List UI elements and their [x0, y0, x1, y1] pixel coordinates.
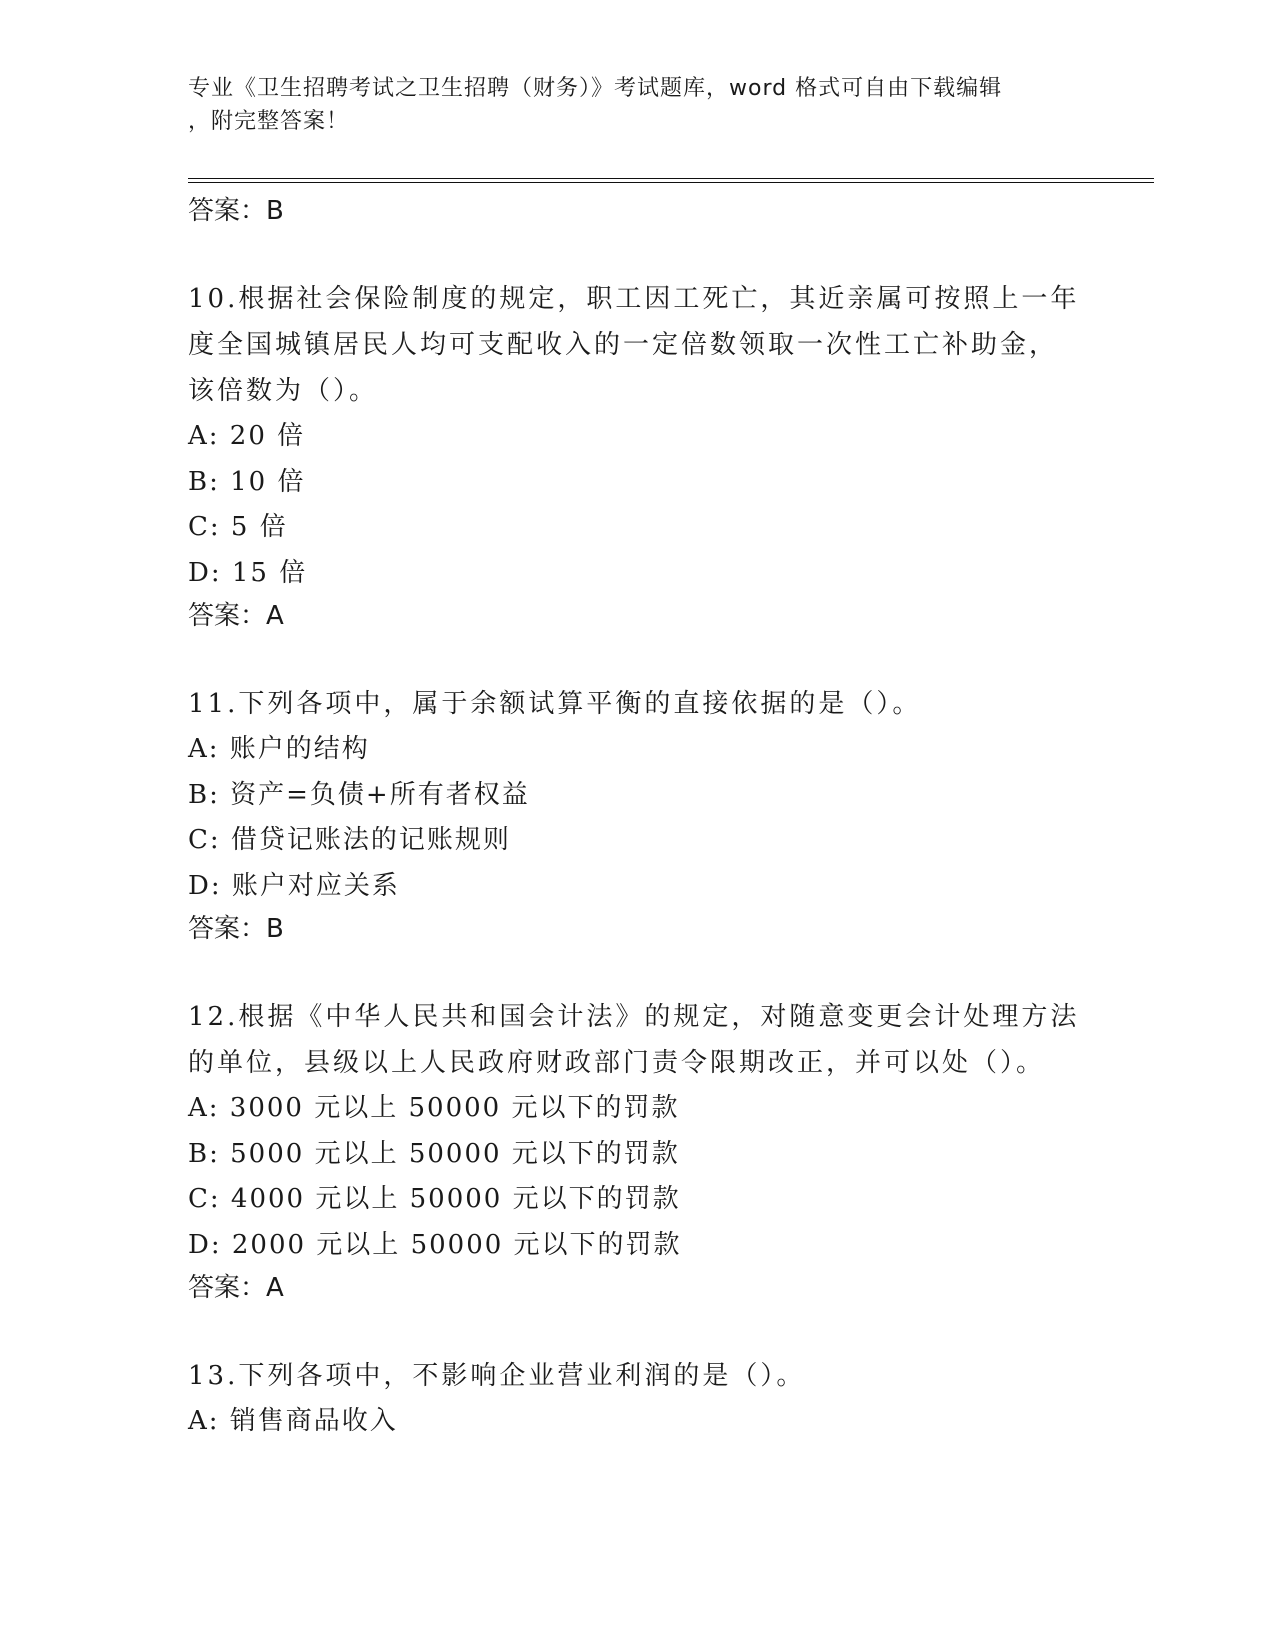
question-11: [188, 681, 1108, 949]
option-a: A: 销售商品收入: [188, 1406, 398, 1436]
header-rule-bottom: [188, 182, 1154, 183]
option-b: B: 10 倍: [188, 466, 306, 497]
answer-line: 答案：A: [188, 601, 284, 631]
question-12: [188, 994, 1108, 1308]
option-d: D: 15 倍: [188, 557, 308, 588]
option-b: B: 5000 元以上 50000 元以下的罚款: [188, 1138, 680, 1169]
answer-line: 答案：A: [188, 1273, 284, 1303]
option-c: C: 借贷记账法的记账规则: [188, 825, 511, 855]
option-a: A: 3000 元以上 50000 元以下的罚款: [188, 1093, 680, 1123]
option-a: A: 20 倍: [188, 421, 306, 451]
question-stem: [188, 681, 1108, 727]
question-stem: [188, 994, 1108, 1086]
header-rule-top: [188, 178, 1154, 179]
question-10: [188, 276, 1108, 636]
question-stem: [188, 276, 1108, 414]
stem-line: 该倍数为（）。: [188, 376, 379, 406]
stem-line: 11.下列各项中，属于余额试算平衡的直接依据的是（）。: [188, 689, 922, 719]
option-a: A: 账户的结构: [188, 734, 370, 764]
answer-line: 答案：B: [188, 914, 284, 944]
option-c: C: 5 倍: [188, 512, 288, 542]
question-stem: [188, 1353, 1108, 1399]
header-line-1: 专业《卫生招聘考试之卫生招聘（财务）》考试题库，word 格式可自由下载编辑: [188, 76, 1003, 101]
stem-line: 12.根据《中华人民共和国会计法》的规定，对随意变更会计处理方法: [188, 1002, 1080, 1032]
option-d: D: 账户对应关系: [188, 870, 400, 901]
stem-line: 13.下列各项中，不影响企业营业利润的是（）。: [188, 1361, 806, 1391]
header-line-2: ，附完整答案！: [188, 109, 350, 134]
option-b: B: 资产=负债+所有者权益: [188, 779, 530, 810]
question-list: [188, 191, 1108, 1445]
document-header: [188, 72, 1088, 138]
stem-line: 10.根据社会保险制度的规定，职工因工死亡，其近亲属可按照上一年: [188, 284, 1080, 314]
stem-line: 度全国城镇居民人均可支配收入的一定倍数领取一次性工亡补助金，: [188, 330, 1059, 360]
option-d: D: 2000 元以上 50000 元以下的罚款: [188, 1229, 682, 1260]
question-13: [188, 1353, 1108, 1445]
option-c: C: 4000 元以上 50000 元以下的罚款: [188, 1184, 681, 1214]
stem-line: 的单位，县级以上人民政府财政部门责令限期改正，并可以处（）。: [188, 1048, 1046, 1078]
answer-line: 答案：B: [188, 196, 284, 226]
